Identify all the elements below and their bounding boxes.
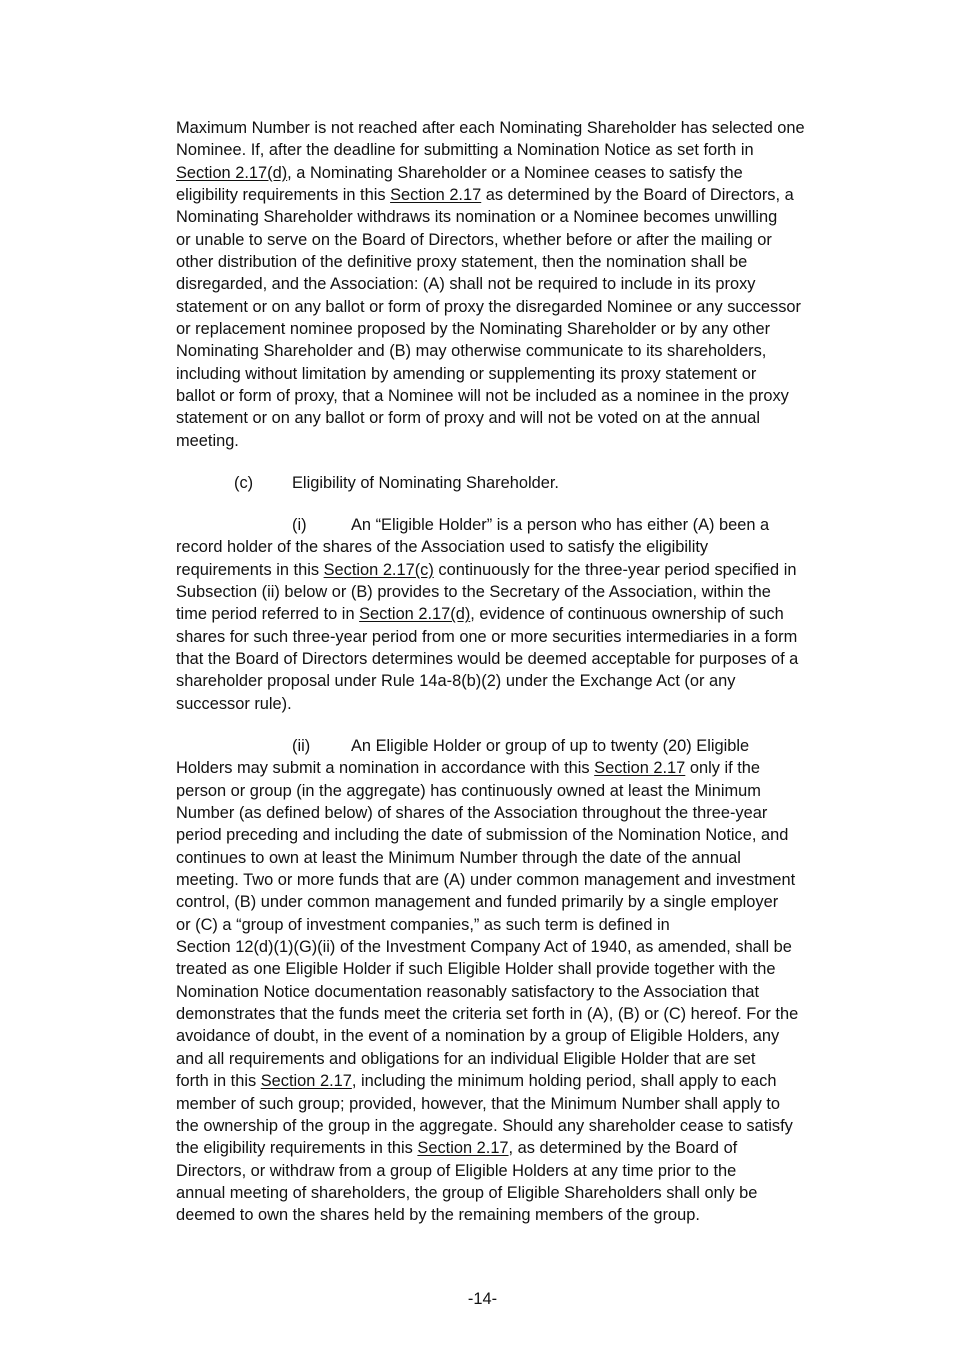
text-line: [176, 693, 866, 715]
subsection-c-marker: (c): [234, 474, 254, 492]
text-segment: requirements in this: [176, 560, 324, 579]
text-segment: or replacement nominee proposed by the Nominating Shareholder or by any other: [176, 320, 771, 339]
text-line: [176, 1048, 866, 1070]
text-line: [176, 1115, 866, 1137]
text-line: [176, 1182, 866, 1204]
text-line: [176, 603, 866, 625]
section-reference-link[interactable]: Section 2.17(c): [323, 560, 434, 579]
text-segment: Nominating Shareholder withdraws its nomination or a Nominee becomes unwilling: [176, 208, 778, 227]
text-line: [176, 1003, 866, 1025]
text-segment: control, (B) under common management and funded primarily by a single employer: [176, 893, 779, 912]
text-segment: deemed to own the shares held by the remaining members of the group.: [176, 1206, 700, 1225]
text-line: [176, 670, 866, 692]
text-line: [176, 824, 866, 846]
text-segment: the ownership of the group in the aggregate. Should any shareholder cease to satisfy: [176, 1116, 793, 1135]
text-segment: Nominating Shareholder and (B) may otherwise communicate to its shareholders,: [176, 342, 767, 361]
text-segment: ballot or form of proxy, that a Nominee will not be included as a nominee in the proxy: [176, 387, 789, 406]
text-line: [176, 1137, 866, 1159]
clause-marker: (ii): [292, 737, 311, 755]
text-line: [176, 757, 866, 779]
text-segment: eligibility requirements in this: [176, 186, 391, 205]
clause-ii-group-nomination: [176, 735, 866, 1227]
text-segment: as determined by the Board of Directors, a: [481, 186, 794, 205]
text-line: [176, 536, 866, 558]
text-line: [176, 648, 866, 670]
text-line: [176, 847, 866, 869]
text-segment: only if the: [685, 759, 760, 778]
clause-marker: (i): [292, 516, 307, 534]
text-segment: annual meeting of shareholders, the group of Eligible Shareholders shall only be: [176, 1183, 758, 1202]
text-segment: the eligibility requirements in this: [176, 1139, 418, 1158]
text-line: [176, 139, 866, 161]
text-line: [176, 162, 866, 184]
text-segment: continuously for the three-year period specified in: [433, 560, 797, 579]
section-reference-link[interactable]: Section 2.17(d): [176, 163, 288, 182]
text-line: [176, 1093, 866, 1115]
page-number: -14-: [467, 1290, 498, 1308]
text-line: [176, 1204, 866, 1226]
text-segment: meeting. Two or more funds that are (A) under common management and investment: [176, 871, 796, 890]
text-line: [176, 936, 866, 958]
text-line: [176, 559, 866, 581]
text-line: [176, 385, 866, 407]
text-line: [176, 1025, 866, 1047]
text-segment: period preceding and including the date of submission of the Nomination Notice, and: [176, 826, 789, 845]
text-segment: , evidence of continuous ownership of such: [470, 605, 784, 624]
text-line: [176, 869, 866, 891]
text-segment: statement or on any ballot or form of proxy the disregarded Nominee or any successor: [176, 297, 801, 316]
text-line: [176, 117, 866, 139]
text-segment: or unable to serve on the Board of Directors, whether before or after the mailing or: [176, 230, 772, 249]
text-line: [176, 206, 866, 228]
text-segment: disregarded, and the Association: (A) shall not be required to include in its proxy: [176, 275, 756, 294]
text-segment: successor rule).: [176, 694, 292, 713]
text-line: [176, 802, 866, 824]
text-line: [176, 229, 866, 251]
text-line: [176, 318, 866, 340]
text-line: [176, 981, 866, 1003]
text-line: [176, 340, 866, 362]
text-segment: treated as one Eligible Holder if such Eligible Holder shall provide together with the: [176, 960, 776, 979]
text-segment: , including the minimum holding period, shall apply to each: [351, 1072, 777, 1091]
text-segment: Nomination Notice documentation reasonably satisfactory to the Association that: [176, 982, 760, 1001]
text-line: [176, 251, 866, 273]
text-line: [176, 958, 866, 980]
text-segment: An “Eligible Holder” is a person who has either (A) been a: [351, 516, 770, 534]
subsection-c-title: Eligibility of Nominating Shareholder.: [292, 474, 559, 492]
text-line: [176, 273, 866, 295]
text-segment: and all requirements and obligations for an individual Eligible Holder that are set: [176, 1049, 756, 1068]
text-line: [176, 1160, 866, 1182]
text-segment: , a Nominating Shareholder or a Nominee ceases to satisfy the: [287, 163, 743, 182]
paragraph-nomination-disregarded: [176, 117, 866, 452]
text-line: [176, 407, 866, 429]
text-segment: Holders may submit a nomination in accordance with this: [176, 759, 595, 778]
text-segment: shares for such three-year period from one or more securities intermediaries in a form: [176, 627, 798, 646]
text-segment: demonstrates that the funds meet the criteria set forth in (A), (B) or (C) hereof. For the: [176, 1005, 799, 1024]
text-segment: record holder of the shares of the Association used to satisfy the eligibility: [176, 538, 709, 557]
text-line: [176, 626, 866, 648]
subsection-c-heading: [176, 472, 866, 494]
text-segment: , as determined by the Board of: [508, 1139, 738, 1158]
text-segment: time period referred to in: [176, 605, 360, 624]
text-segment: including without limitation by amending or supplementing its proxy statement or: [176, 364, 757, 383]
text-segment: Number (as defined below) of shares of the Association throughout the three-year: [176, 804, 768, 823]
text-segment: forth in this: [176, 1072, 261, 1091]
text-segment: other distribution of the definitive proxy statement, then the nomination shall be: [176, 253, 748, 272]
text-segment: Directors, or withdraw from a group of Eligible Holders at any time prior to the: [176, 1161, 737, 1180]
text-segment: or (C) a “group of investment companies,” as such term is defined in: [176, 915, 670, 934]
section-reference-link[interactable]: Section 2.17: [594, 759, 686, 778]
text-line: [176, 363, 866, 385]
text-segment: shareholder proposal under Rule 14a-8(b)(2) under the Exchange Act (or any: [176, 672, 736, 691]
text-segment: member of such group; provided, however, that the Minimum Number shall apply to: [176, 1094, 781, 1113]
section-reference-link[interactable]: Section 2.17: [260, 1072, 352, 1091]
text-segment: statement or on any ballot or form of proxy and will not be voted on at the annual: [176, 409, 761, 428]
text-line: [176, 914, 866, 936]
section-reference-link[interactable]: Section 2.17(d): [359, 605, 471, 624]
text-segment: meeting.: [176, 431, 239, 450]
text-segment: An Eligible Holder or group of up to twenty (20) Eligible: [351, 737, 750, 755]
section-reference-link[interactable]: Section 2.17: [417, 1139, 509, 1158]
text-line: [176, 780, 866, 802]
text-line: [176, 430, 866, 452]
text-line: [176, 184, 866, 206]
text-segment: avoidance of doubt, in the event of a nomination by a group of Eligible Holders, any: [176, 1027, 780, 1046]
text-line: [176, 581, 866, 603]
text-line: [176, 735, 866, 757]
text-line: [176, 1070, 866, 1092]
text-line: [176, 891, 866, 913]
text-segment: person or group (in the aggregate) has continuously owned at least the Minimum: [176, 781, 761, 800]
text-segment: Subsection (ii) below or (B) provides to the Secretary of the Association, within the: [176, 583, 771, 602]
text-line: [176, 296, 866, 318]
text-line: [176, 514, 866, 536]
section-reference-link[interactable]: Section 2.17: [390, 186, 482, 205]
text-segment: continues to own at least the Minimum Number through the date of the annual: [176, 848, 741, 867]
text-segment: Section 12(d)(1)(G)(ii) of the Investment Company Act of 1940, as amended, shall be: [176, 938, 792, 957]
text-segment: that the Board of Directors determines would be deemed acceptable for purposes of a: [176, 650, 799, 669]
text-segment: Maximum Number is not reached after each Nominating Shareholder has selected one: [176, 119, 805, 137]
clause-i-eligible-holder: [176, 514, 866, 715]
text-segment: Nominee. If, after the deadline for submitting a Nomination Notice as set forth in: [176, 141, 754, 160]
